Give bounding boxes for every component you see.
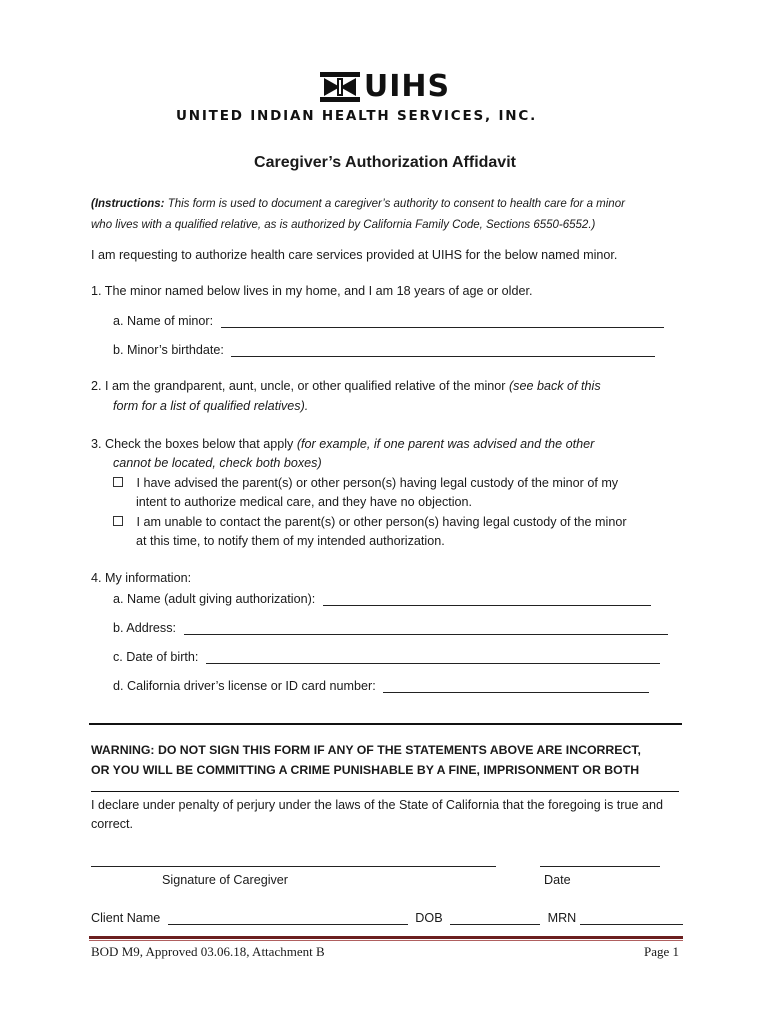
warning-line-2: OR YOU WILL BE COMMITTING A CRIME PUNISHABLE BY A FINE, IMPRISONMENT OR BOTH <box>91 763 640 777</box>
item4-text: 4. My information: <box>91 571 192 585</box>
section-divider <box>89 723 682 725</box>
minor-name-field[interactable] <box>221 313 664 328</box>
item2-italic-2: form for a list of qualified relatives). <box>113 399 309 413</box>
instructions-text-1: This form is used to document a caregiver’s authority to consent to health care for a minor <box>167 198 625 210</box>
footer-rule <box>89 936 683 939</box>
address-label: b. Address: <box>113 621 177 635</box>
signature-date-label: Date <box>544 873 571 887</box>
warning-underline <box>91 791 679 792</box>
option1-checkbox[interactable] <box>113 477 123 487</box>
minor-name-label: a. Name of minor: <box>113 314 214 328</box>
organization-name: UNITED INDIAN HEALTH SERVICES, INC. <box>176 108 538 124</box>
client-dob-label: DOB <box>415 911 443 925</box>
footer-rule-accent <box>89 940 683 941</box>
minor-name-row <box>113 313 664 328</box>
adult-name-label: a. Name (adult giving authorization): <box>113 592 316 606</box>
declaration-text: I declare under penalty of perjury under the laws of the State of California that the foregoing is true and correct. <box>91 798 663 831</box>
item2-italic-1: (see back of this <box>508 379 601 393</box>
option1-text-1: I have advised the parent(s) or other person(s) having legal custody of the minor of my <box>136 476 619 490</box>
logo <box>0 69 770 124</box>
minor-birthdate-row <box>113 342 655 357</box>
date-of-birth-field[interactable] <box>206 649 660 664</box>
date-of-birth-row <box>113 649 660 664</box>
caregiver-signature-label: Signature of Caregiver <box>162 873 289 887</box>
license-label: d. California driver’s license or ID card number: <box>113 679 376 693</box>
signature-date-field[interactable] <box>540 866 660 867</box>
logo-symbol-icon <box>320 72 360 102</box>
option2-checkbox[interactable] <box>113 516 123 526</box>
form-title: Caregiver’s Authorization Affidavit <box>254 154 516 171</box>
minor-birthdate-label: b. Minor’s birthdate: <box>113 343 224 357</box>
item1-text: 1. The minor named below lives in my home, and I am 18 years of age or older. <box>91 284 533 298</box>
license-row <box>113 678 649 693</box>
item3-italic-2: cannot be located, check both boxes) <box>113 456 322 470</box>
footer-approval: BOD M9, Approved 03.06.18, Attachment B <box>91 944 325 959</box>
client-row <box>91 910 683 925</box>
item3-italic-1: (for example, if one parent was advised and the other <box>296 437 595 451</box>
adult-name-row <box>113 591 651 606</box>
logo-letters: UIHS <box>363 69 451 104</box>
option2-text-2: at this time, to notify them of my intended authorization. <box>136 534 445 548</box>
client-mrn-field[interactable] <box>580 910 683 925</box>
client-dob-field[interactable] <box>450 910 540 925</box>
footer-page-number: Page 1 <box>643 944 679 959</box>
item2-row <box>91 379 601 393</box>
item3-row <box>91 437 594 451</box>
date-of-birth-label: c. Date of birth: <box>113 650 199 664</box>
option1-row <box>113 476 618 490</box>
client-name-label: Client Name <box>91 911 161 925</box>
address-field[interactable] <box>184 620 668 635</box>
option2-row <box>113 515 627 529</box>
intro-text: I am requesting to authorize health care services provided at UIHS for the below named minor. <box>91 248 618 262</box>
instructions-text-2: who lives with a qualified relative, as is authorized by California Family Code, Sections 6550-6552.) <box>91 219 596 231</box>
instructions-lead: (Instructions: <box>91 198 165 210</box>
warning-text <box>91 740 681 780</box>
adult-name-field[interactable] <box>323 591 651 606</box>
item3-text: 3. Check the boxes below that apply <box>91 437 294 451</box>
client-name-field[interactable] <box>168 910 408 925</box>
warning-line-1: WARNING: DO NOT SIGN THIS FORM IF ANY OF THE STATEMENTS ABOVE ARE INCORRECT, <box>91 743 641 757</box>
address-row <box>113 620 668 635</box>
license-field[interactable] <box>383 678 649 693</box>
item2-text: 2. I am the grandparent, aunt, uncle, or other qualified relative of the minor <box>91 379 506 393</box>
instructions <box>91 194 691 236</box>
option2-text-1: I am unable to contact the parent(s) or other person(s) having legal custody of the minor <box>136 515 627 529</box>
option1-text-2: intent to authorize medical care, and they have no objection. <box>136 495 473 509</box>
minor-birthdate-field[interactable] <box>231 342 655 357</box>
caregiver-signature-field[interactable] <box>91 866 496 867</box>
logo-mark <box>320 70 450 104</box>
client-mrn-label: MRN <box>547 911 577 925</box>
